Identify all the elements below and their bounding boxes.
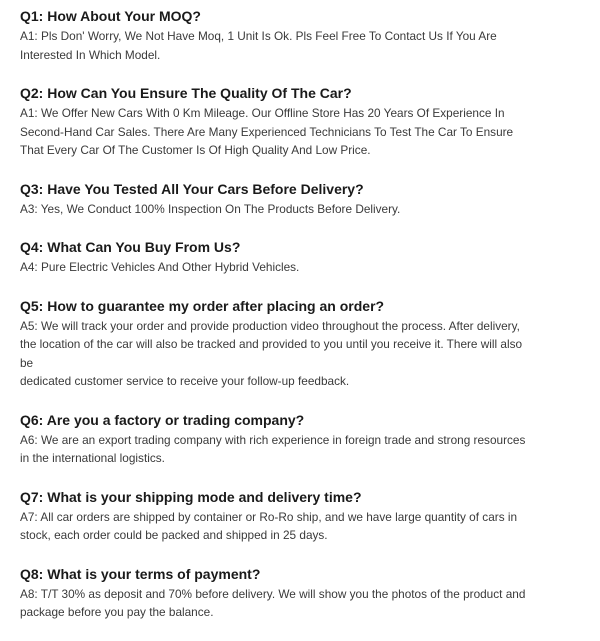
faq-question: Q7: What is your shipping mode and delivery time? [20, 488, 362, 505]
faq-answer-line: A1: We Offer New Cars With 0 Km Mileage. Our Offline Store Has 20 Years Of Experience In [20, 106, 505, 120]
faq-answer [20, 104, 592, 160]
faq-question: Q1: How About Your MOQ? [20, 8, 201, 24]
faq-question: Q3: Have You Tested All Your Cars Before Delivery? [20, 180, 364, 197]
faq-answer-line: A4: Pure Electric Vehicles And Other Hybrid Vehicles. [20, 260, 300, 274]
faq-answer-line: Interested In Which Model. [20, 47, 161, 62]
faq-answer [20, 508, 592, 545]
faq-answer [20, 585, 592, 622]
faq-answer [20, 431, 592, 468]
faq-list [20, 6, 592, 641]
faq-answer-line: be [20, 355, 34, 370]
faq-question: Q5: How to guarantee my order after placing an order? [20, 297, 385, 314]
faq-question: Q4: What Can You Buy From Us? [20, 239, 241, 255]
faq-answer-line: stock, each order could be packed and shipped in 25 days. [20, 528, 328, 542]
faq-answer [20, 27, 592, 64]
faq-answer-line: A6: We are an export trading company with rich experience in foreign trade and strong resources [20, 432, 526, 447]
faq-answer [20, 317, 592, 391]
faq-item-q3 [20, 179, 592, 219]
faq-answer-line: A3: Yes, We Conduct 100% Inspection On The Products Before Delivery. [20, 201, 401, 216]
faq-answer-line: A5: We will track your order and provide production video throughout the process. After delivery, [20, 318, 520, 333]
faq-answer [20, 200, 592, 219]
faq-answer-line: in the international logistics. [20, 451, 165, 465]
faq-item-q2 [20, 83, 592, 160]
faq-question: Q2: How Can You Ensure The Quality Of The Car? [20, 85, 352, 101]
faq-answer-line: the location of the car will also be tracked and provided to you until you receive it. There will also [20, 337, 523, 351]
faq-item-q6 [20, 410, 592, 468]
faq-question: Q8: What is your terms of payment? [20, 565, 261, 582]
faq-item-q8 [20, 564, 592, 622]
faq-item-q4 [20, 237, 592, 277]
faq-item-q1 [20, 6, 592, 64]
faq-item-q5 [20, 296, 592, 391]
faq-answer-line: A1: Pls Don' Worry, We Not Have Moq, 1 Unit Is Ok. Pls Feel Free To Contact Us If You Are [20, 29, 497, 43]
faq-answer-line: dedicated customer service to receive your follow-up feedback. [20, 374, 350, 388]
faq-answer-line: package before you pay the balance. [20, 605, 214, 619]
faq-answer-line: A7: All car orders are shipped by container or Ro-Ro ship, and we have large quantity of cars in [20, 509, 518, 524]
faq-answer-line: A8: T/T 30% as deposit and 70% before delivery. We will show you the photos of the product and [20, 586, 526, 601]
faq-answer-line: That Every Car Of The Customer Is Of High Quality And Low Price. [20, 143, 371, 157]
faq-answer-line: Second-Hand Car Sales. There Are Many Experienced Technicians To Test The Car To Ensure [20, 124, 514, 139]
faq-question: Q6: Are you a factory or trading company? [20, 411, 305, 428]
faq-item-q7 [20, 487, 592, 545]
faq-answer [20, 258, 592, 277]
